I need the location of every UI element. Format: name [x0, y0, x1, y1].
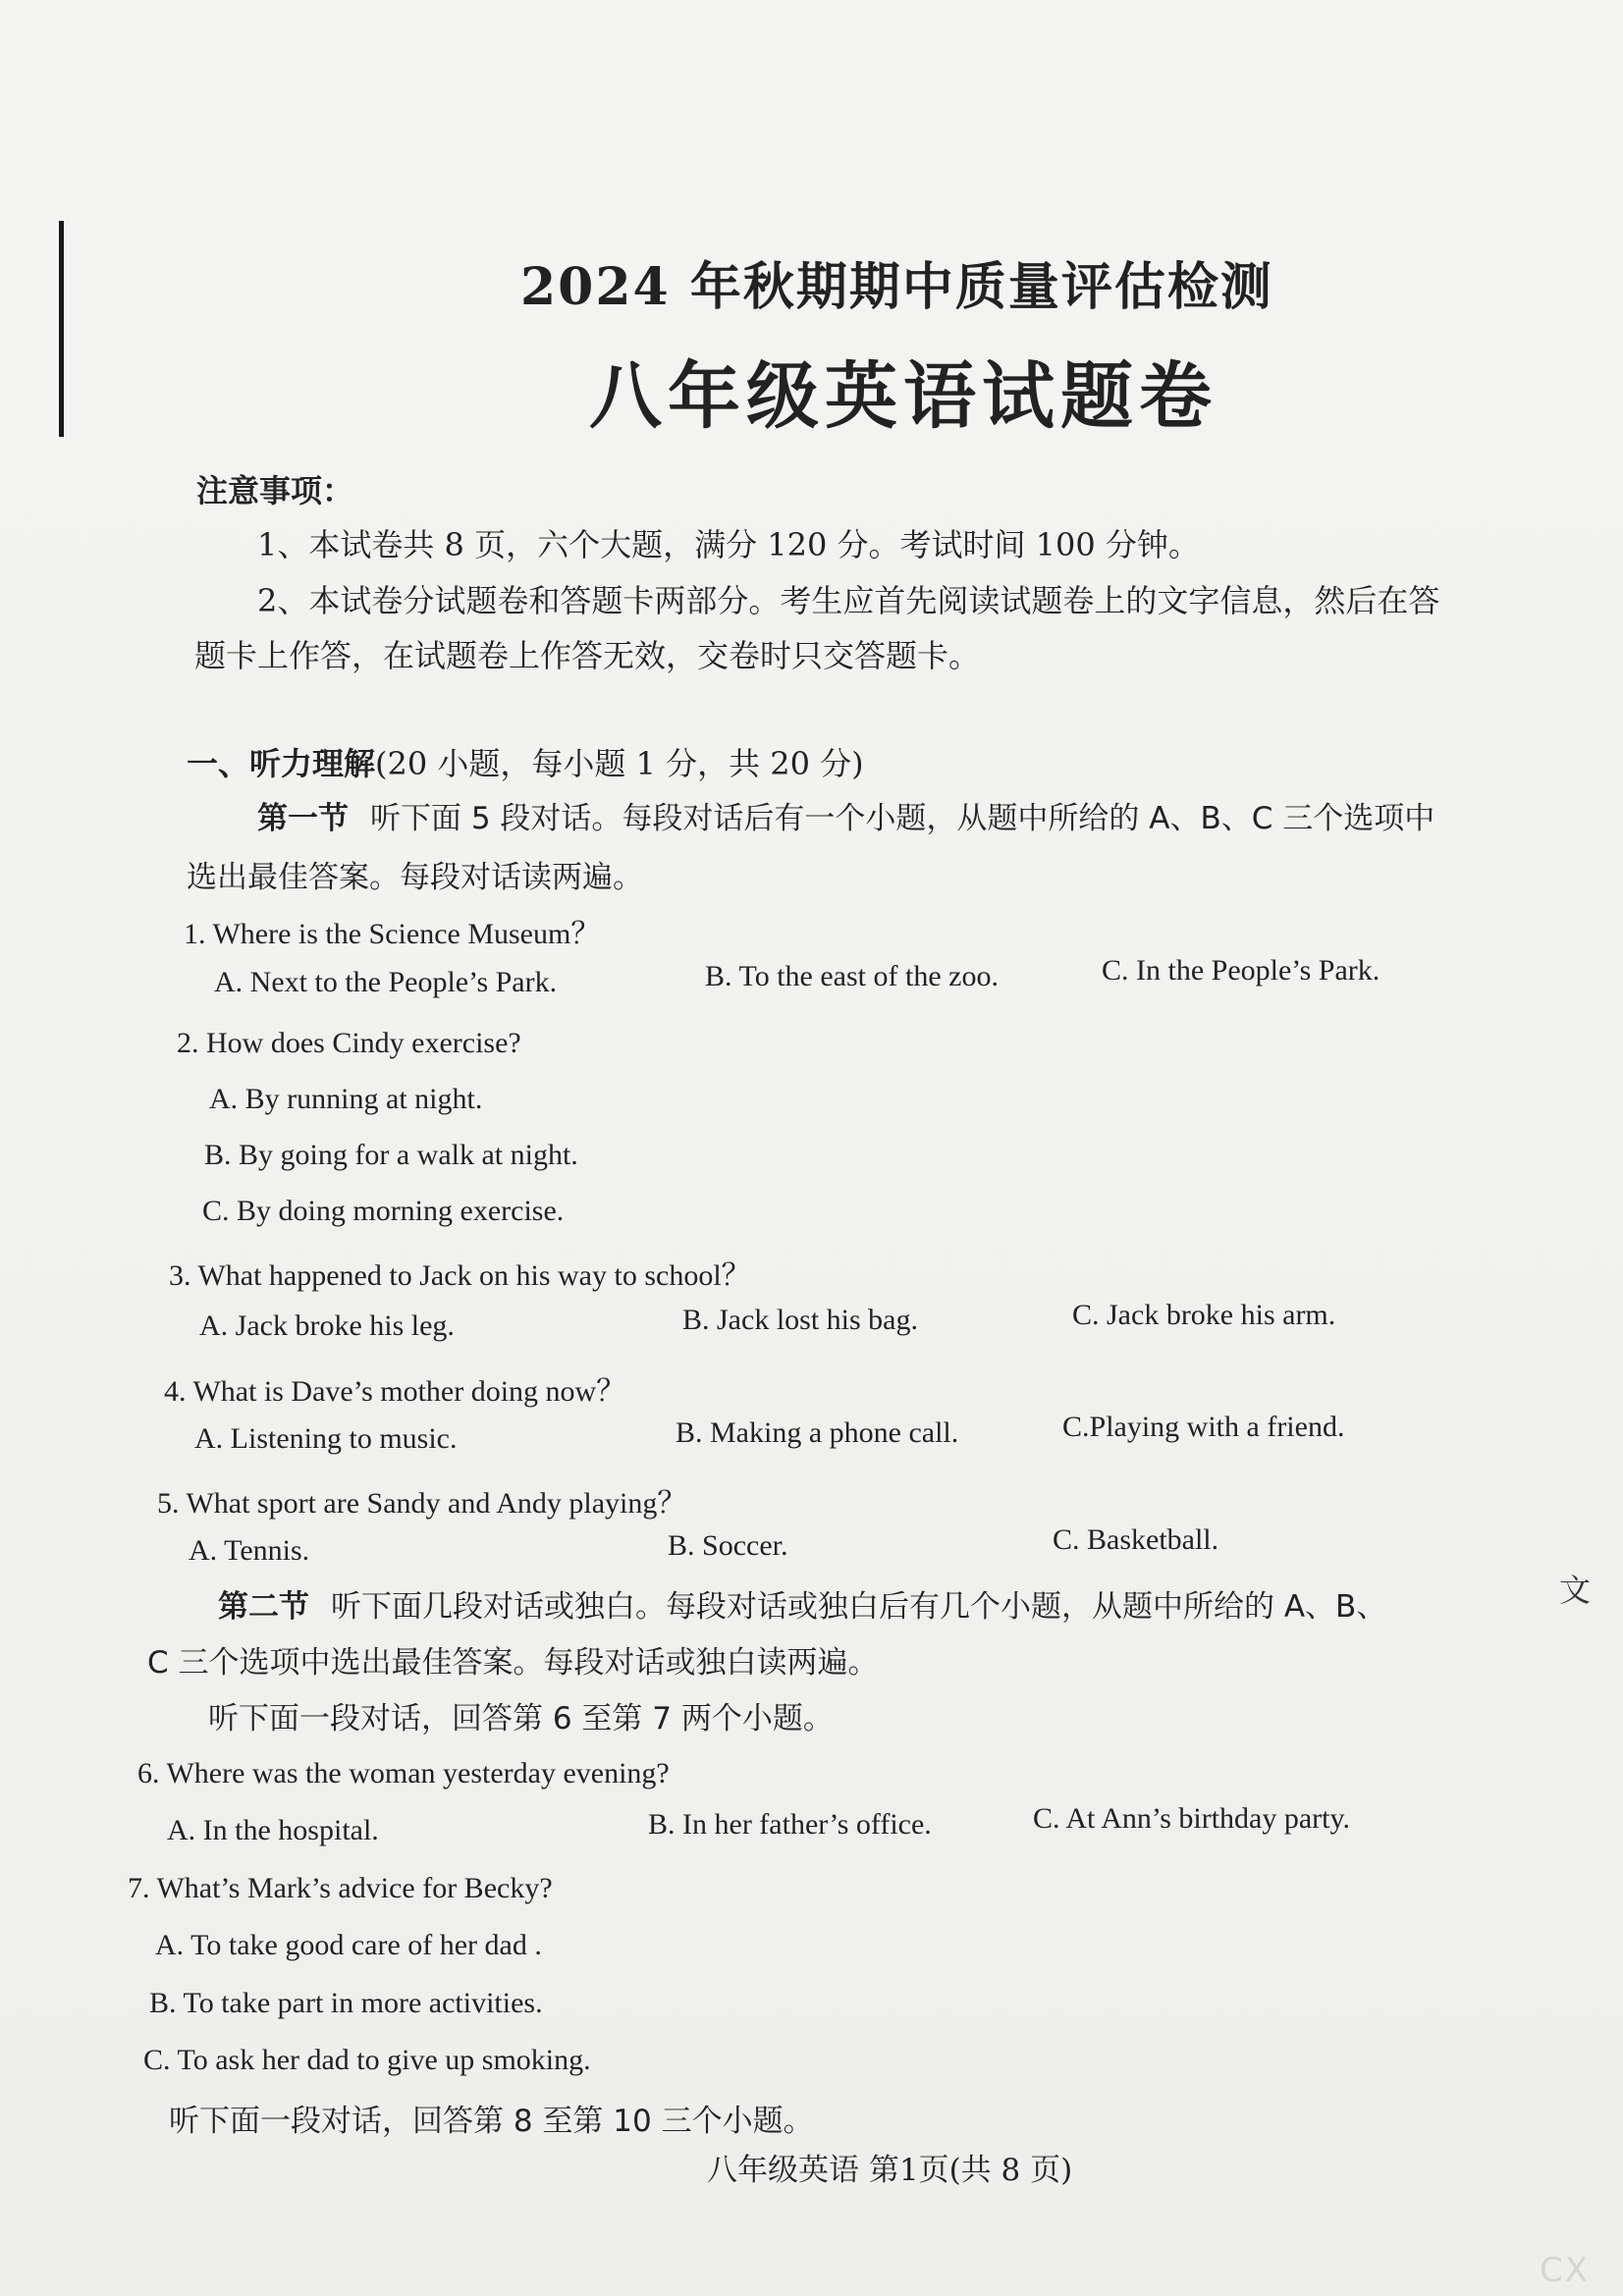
question-4-stem: 4. What is Dave’s mother doing now？	[164, 1375, 626, 1408]
question-3-stem: 3. What happened to Jack on his way to school？	[169, 1259, 751, 1292]
notice-item-1: 1、本试卷共 8 页，六个大题，满分 120 分。考试时间 100 分钟。	[257, 526, 1200, 563]
part-2-label: 第二节	[218, 1589, 309, 1625]
margin-edge-char: 文	[1559, 1572, 1592, 1609]
question-7-option-b: B. To take part in more activities.	[149, 1987, 543, 2019]
part-2-instructions: 听下面几段对话或独白。每段对话或独白后有几个小题，从题中所给的 A、B、	[331, 1589, 1387, 1625]
exam-title-line1: 2024 年秋期期中质量评估检测	[520, 257, 1273, 317]
part-2-intro-line1	[218, 1581, 1386, 1626]
part-1-intro-line2: 选出最佳答案。每段对话读两遍。	[187, 860, 643, 895]
part-2-intro-line2: C 三个选项中选出最佳答案。每段对话或独白读两遍。	[147, 1645, 879, 1681]
question-3-option-c: C. Jack broke his arm.	[1072, 1299, 1336, 1331]
section-1-heading-bold: 一、听力理解	[187, 745, 376, 782]
question-7-option-c: C. To ask her dad to give up smoking.	[143, 2044, 591, 2076]
question-2-stem: 2. How does Cindy exercise?	[177, 1027, 521, 1059]
question-6-option-a: A. In the hospital.	[167, 1814, 379, 1846]
part-1-label: 第一节	[257, 801, 349, 836]
question-6-stem: 6. Where was the woman yesterday evening?	[137, 1757, 670, 1789]
instruction-questions-8-10: 听下面一段对话，回答第 8 至第 10 三个小题。	[169, 2104, 814, 2139]
exam-title-line2: 八年级英语试题卷	[589, 354, 1217, 439]
question-5-option-a: A. Tennis.	[189, 1534, 310, 1567]
question-3-option-a: A. Jack broke his leg.	[199, 1309, 455, 1342]
question-4-option-c: C.Playing with a friend.	[1062, 1411, 1345, 1443]
question-7-stem: 7. What’s Mark’s advice for Becky?	[128, 1872, 553, 1904]
notice-item-2-line2: 题卡上作答，在试题卷上作答无效，交卷时只交答题卡。	[194, 637, 981, 674]
watermark: CX	[1540, 2251, 1591, 2290]
question-4-option-a: A. Listening to music.	[194, 1422, 458, 1455]
question-2-option-b: B. By going for a walk at night.	[204, 1139, 578, 1171]
binding-margin-line	[59, 221, 64, 437]
question-1-option-a: A. Next to the People’s Park.	[214, 966, 558, 998]
instruction-questions-6-7: 听下面一段对话，回答第 6 至第 7 两个小题。	[208, 1701, 834, 1736]
notice-heading: 注意事项：	[196, 472, 354, 509]
question-4-option-b: B. Making a phone call.	[676, 1416, 959, 1449]
question-5-stem: 5. What sport are Sandy and Andy playing？	[157, 1487, 687, 1520]
question-7-option-a: A. To take good care of her dad .	[155, 1929, 542, 1961]
part-1-intro-line1	[257, 793, 1434, 837]
part-1-instructions: 听下面 5 段对话。每段对话后有一个小题，从题中所给的 A、B、C 三个选项中	[370, 801, 1435, 836]
question-1-option-c: C. In the People’s Park.	[1102, 954, 1380, 987]
section-1-heading-scoring: (20 小题，每小题 1 分，共 20 分)	[375, 745, 864, 782]
question-2-option-a: A. By running at night.	[209, 1083, 483, 1115]
question-5-option-c: C. Basketball.	[1053, 1523, 1219, 1556]
notice-item-2-line1: 2、本试卷分试题卷和答题卡两部分。考生应首先阅读试题卷上的文字信息，然后在答	[257, 582, 1440, 619]
page-footer: 八年级英语 第1页(共 8 页)	[707, 2153, 1073, 2188]
question-2-option-c: C. By doing morning exercise.	[202, 1195, 565, 1227]
question-1-stem: 1. Where is the Science Museum？	[184, 918, 601, 950]
question-6-option-c: C. At Ann’s birthday party.	[1033, 1802, 1351, 1835]
question-5-option-b: B. Soccer.	[668, 1529, 788, 1562]
question-3-option-b: B. Jack lost his bag.	[682, 1304, 918, 1336]
question-1-option-b: B. To the east of the zoo.	[705, 960, 999, 992]
question-6-option-b: B. In her father’s office.	[648, 1808, 932, 1841]
section-1-heading	[187, 739, 864, 784]
